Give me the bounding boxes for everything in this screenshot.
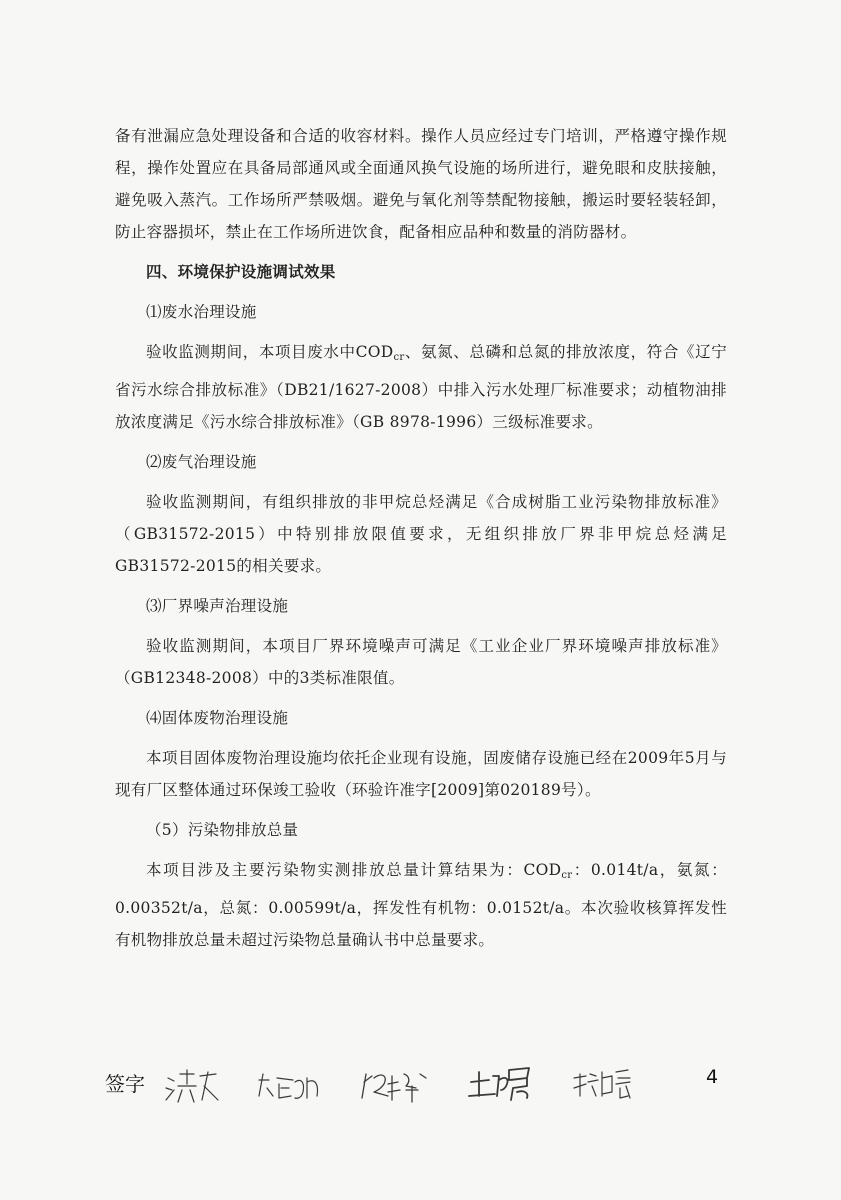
paragraph-wastewater — [115, 336, 727, 438]
emissions-text-b: ：0.014t/a，氨氮：0.00352t/a，总氮：0.00599t/a，挥发性有机物：0.0152t/a。本次验收核算挥发性有机物排放总量未超过污染物总量确认书中总量要求。 — [115, 861, 727, 949]
subheading-solid-waste: ⑷固体废物治理设施 — [146, 709, 289, 727]
subheading-wastewater: ⑴废水治理设施 — [146, 303, 257, 321]
signature-label: 签字 — [105, 1072, 145, 1096]
subheading-noise: ⑶厂界噪声治理设施 — [146, 597, 289, 615]
cod-subscript: cr — [393, 352, 405, 363]
paragraph-solid-waste: 本项目固体废物治理设施均依托企业现有设施，固废储存设施已经在2009年5月与现有厂区整体通过环保竣工验收（环验许准字[2009]第020189号）。 — [115, 749, 727, 799]
emissions-text-a: 本项目涉及主要污染物实测排放总量计算结果为：COD — [146, 861, 562, 879]
paragraph-exhaust-gas: 验收监测期间，有组织排放的非甲烷总烃满足《合成树脂工业污染物排放标准》（GB31572-2015）中特别排放限值要求，无组织排放厂界非甲烷总烃满足GB31572-2015的相关要求。 — [115, 493, 727, 575]
paragraph-noise: 验收监测期间，本项目厂界环境噪声可满足《工业企业厂界环境噪声排放标准》（GB12348-2008）中的3类标准限值。 — [115, 637, 727, 687]
signature-row — [105, 1060, 725, 1110]
subheading-exhaust-gas: ⑵废气治理设施 — [146, 453, 257, 471]
cod-subscript-2: cr — [561, 870, 573, 881]
subheading-total-emissions: （5）污染物排放总量 — [146, 821, 299, 839]
wastewater-text-b: 、氨氮、总磷和总氮的排放浓度，符合《辽宁省污水综合排放标准》（DB21/1627-2008）中排入污水处理厂标准要求；动植物油排放浓度满足《污水综合排放标准》（GB 8978-1996）三级标准要求。 — [115, 343, 727, 431]
paragraph-safety-measures: 备有泄漏应急处理设备和合适的收容材料。操作人员应经过专门培训，严格遵守操作规程，操作处置应在具备局部通风或全面通风换气设施的场所进行，避免眼和皮肤接触，避免吸入蒸汽。工作场所严禁吸烟。避免与氧化剂等禁配物接触，搬运时要轻装轻卸，防止容器损坏，禁止在工作场所进饮食，配备相应品种和数量的消防器材。 — [115, 127, 727, 241]
signature-5 — [574, 1070, 630, 1098]
signature-2 — [259, 1074, 318, 1098]
section-heading-4: 四、环境保护设施调试效果 — [146, 262, 336, 281]
wastewater-text-a: 验收监测期间，本项目废水中COD — [146, 343, 394, 361]
page-number: 4 — [706, 1066, 719, 1088]
signature-4 — [469, 1068, 529, 1100]
signature-3 — [362, 1074, 426, 1102]
handwritten-signatures — [160, 1060, 720, 1110]
paragraph-total-emissions — [115, 854, 727, 956]
document-body — [115, 120, 727, 964]
signature-1 — [166, 1070, 218, 1102]
